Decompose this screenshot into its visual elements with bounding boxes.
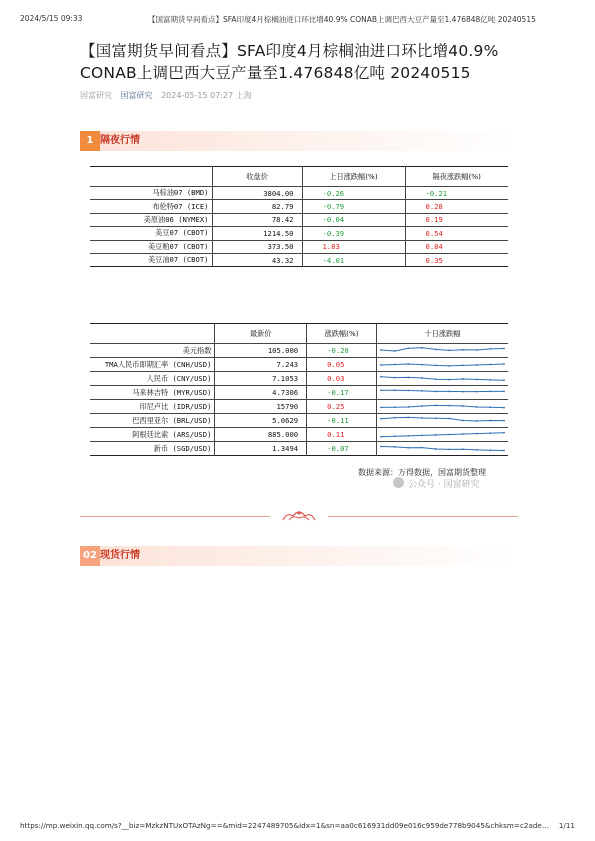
table-row bbox=[90, 372, 508, 386]
table-row bbox=[90, 240, 508, 253]
sparkline-point bbox=[380, 364, 382, 366]
sparkline-line bbox=[381, 364, 504, 366]
print-header bbox=[20, 14, 575, 26]
sparkline-point bbox=[462, 378, 464, 380]
page-number: 1/11 bbox=[558, 821, 575, 830]
close-price: 43.32 bbox=[212, 253, 302, 266]
sparkline-line bbox=[381, 405, 504, 407]
sparkline-point bbox=[380, 418, 382, 420]
section-header-overnight bbox=[80, 131, 518, 151]
sparkline-point bbox=[380, 389, 382, 391]
header-close: 收盘价 bbox=[212, 167, 302, 187]
header-name bbox=[90, 167, 212, 187]
print-doc-title: 【国富期货早间看点】SFA印度4月棕榈油进口环比增40.9% CONAB上调巴西大豆产量至1.476848亿吨 20240515 bbox=[148, 15, 536, 24]
meta-account-link[interactable]: 国富研究 bbox=[120, 91, 153, 100]
overnight-change: 0.35 bbox=[405, 253, 508, 266]
price-change: -0.20 bbox=[307, 344, 377, 358]
sparkline-cell bbox=[376, 386, 508, 400]
ten-day-sparkline bbox=[377, 344, 508, 357]
sparkline-line bbox=[381, 390, 504, 391]
sparkline-point bbox=[503, 348, 505, 350]
sparkline-point bbox=[489, 420, 491, 422]
price-change: 0.25 bbox=[307, 400, 377, 414]
section-title: 隔夜行情 bbox=[100, 135, 140, 146]
wechat-watermark bbox=[393, 477, 480, 490]
prev-day-change: 1.83 bbox=[302, 240, 405, 253]
sparkline-point bbox=[476, 364, 478, 366]
sparkline-point bbox=[435, 349, 437, 351]
sparkline-point bbox=[476, 406, 478, 408]
currency-name: 印尼卢比 (IDR/USD) bbox=[90, 400, 215, 414]
section-number: 02 bbox=[80, 546, 100, 566]
sparkline-line bbox=[381, 348, 504, 351]
sparkline-point bbox=[407, 363, 409, 365]
sparkline-point bbox=[489, 379, 491, 381]
prev-day-change: -0.39 bbox=[302, 227, 405, 240]
section-number: 1 bbox=[80, 131, 100, 151]
meta-location: 上海 bbox=[235, 91, 252, 100]
close-price: 3804.00 bbox=[212, 187, 302, 200]
close-price: 373.50 bbox=[212, 240, 302, 253]
sparkline-point bbox=[448, 405, 450, 407]
table-row bbox=[90, 400, 508, 414]
latest-price: 1.3494 bbox=[215, 442, 307, 456]
price-change: 0.05 bbox=[307, 358, 377, 372]
instrument-name: 美原油06 (NYMEX) bbox=[90, 213, 212, 226]
latest-price: 885.000 bbox=[215, 428, 307, 442]
table-row bbox=[90, 442, 508, 456]
currency-name: 马来林吉特 (MYR/USD) bbox=[90, 386, 215, 400]
table-row bbox=[90, 386, 508, 400]
cloud-ornament-icon bbox=[279, 508, 319, 522]
sparkline-point bbox=[407, 406, 409, 408]
prev-day-change: -0.79 bbox=[302, 200, 405, 213]
sparkline-cell bbox=[376, 428, 508, 442]
latest-price: 105.000 bbox=[215, 344, 307, 358]
sparkline-line bbox=[381, 417, 504, 421]
sparkline-point bbox=[394, 406, 396, 408]
sparkline-point bbox=[476, 420, 478, 422]
latest-price: 4.7306 bbox=[215, 386, 307, 400]
sparkline-point bbox=[503, 379, 505, 381]
sparkline-point bbox=[448, 349, 450, 351]
sparkline-point bbox=[435, 434, 437, 436]
table-row bbox=[90, 414, 508, 428]
sparkline-point bbox=[503, 432, 505, 434]
sparkline-line bbox=[381, 377, 504, 381]
sparkline-point bbox=[380, 446, 382, 448]
ten-day-sparkline bbox=[377, 386, 508, 399]
sparkline-point bbox=[448, 418, 450, 420]
article-meta bbox=[80, 90, 252, 101]
instrument-name: 美豆油07 (CBOT) bbox=[147, 255, 209, 265]
sparkline-point bbox=[448, 379, 450, 381]
currency-name: 阿根廷比索 (ARS/USD) bbox=[90, 428, 215, 442]
table-row bbox=[90, 358, 508, 372]
header-name bbox=[90, 324, 215, 344]
sparkline-point bbox=[489, 406, 491, 408]
header-change: 涨跌幅(%) bbox=[307, 324, 377, 344]
sparkline-cell bbox=[376, 400, 508, 414]
sparkline-point bbox=[448, 391, 450, 393]
sparkline-line bbox=[381, 447, 504, 451]
latest-price: 7.243 bbox=[215, 358, 307, 372]
table-row bbox=[90, 344, 508, 358]
header-latest-price: 最新价 bbox=[215, 324, 307, 344]
sparkline-point bbox=[380, 349, 382, 351]
prev-day-change: -0.04 bbox=[302, 213, 405, 226]
sparkline-point bbox=[421, 435, 423, 437]
sparkline-point bbox=[462, 420, 464, 422]
sparkline-point bbox=[407, 377, 409, 379]
currency-name: 美元指数 bbox=[90, 344, 215, 358]
page-url[interactable]: https://mp.weixin.qq.com/s?__biz=MzkzNTUxOTAzNg==&mid=2247489705&idx=1&sn=aa0c616931dd09e016c959de778b9045&chksm=c2ade… bbox=[20, 821, 550, 830]
header-overnight-change: 隔夜涨跌幅(%) bbox=[405, 167, 508, 187]
meta-time: 2024-05-15 07:27 bbox=[161, 91, 234, 100]
sparkline-point bbox=[380, 407, 382, 409]
sparkline-cell bbox=[376, 442, 508, 456]
ten-day-sparkline bbox=[377, 358, 508, 371]
table-header-row bbox=[90, 167, 508, 187]
data-source-note: 数据来源：万得数据，国富期货整理 bbox=[358, 468, 486, 477]
sparkline-point bbox=[462, 433, 464, 435]
section-title: 现货行情 bbox=[100, 550, 140, 561]
sparkline-point bbox=[421, 377, 423, 379]
sparkline-point bbox=[435, 448, 437, 450]
sparkline-point bbox=[462, 405, 464, 407]
sparkline-point bbox=[476, 349, 478, 351]
sparkline-point bbox=[503, 450, 505, 452]
sparkline-point bbox=[462, 365, 464, 367]
section-header-spot bbox=[80, 546, 518, 566]
price-change: 0.03 bbox=[307, 372, 377, 386]
sparkline-cell bbox=[376, 358, 508, 372]
article-title: 【国富期货早间看点】SFA印度4月棕榈油进口环比增40.9% CONAB上调巴西大豆产量至1.476848亿吨 20240515 bbox=[80, 42, 499, 82]
sparkline-point bbox=[489, 449, 491, 451]
overnight-change: 0.28 bbox=[405, 200, 508, 213]
close-price: 78.42 bbox=[212, 213, 302, 226]
sparkline-point bbox=[421, 417, 423, 419]
sparkline-point bbox=[394, 350, 396, 352]
sparkline-point bbox=[421, 390, 423, 392]
close-price: 82.79 bbox=[212, 200, 302, 213]
sparkline-cell bbox=[376, 344, 508, 358]
sparkline-point bbox=[407, 447, 409, 449]
sparkline-point bbox=[421, 405, 423, 407]
header-prev-change: 上日涨跌幅(%) bbox=[302, 167, 405, 187]
sparkline-point bbox=[394, 435, 396, 437]
sparkline-point bbox=[394, 417, 396, 419]
sparkline-point bbox=[462, 448, 464, 450]
sparkline-point bbox=[503, 420, 505, 422]
sparkline-point bbox=[489, 432, 491, 434]
sparkline-point bbox=[462, 349, 464, 351]
table-row bbox=[90, 200, 508, 213]
prev-day-change: -0.26 bbox=[302, 187, 405, 200]
latest-price: 7.1053 bbox=[215, 372, 307, 386]
sparkline-point bbox=[462, 391, 464, 393]
price-change: -0.11 bbox=[307, 414, 377, 428]
sparkline-point bbox=[448, 449, 450, 451]
table-row bbox=[90, 253, 508, 266]
ten-day-sparkline bbox=[377, 414, 508, 427]
sparkline-point bbox=[421, 364, 423, 366]
currency-name: 人民币 (CNY/USD) bbox=[90, 372, 215, 386]
sparkline-point bbox=[407, 390, 409, 392]
price-change: -0.17 bbox=[307, 386, 377, 400]
overnight-change: -0.21 bbox=[405, 187, 508, 200]
sparkline-point bbox=[435, 365, 437, 367]
price-change: -0.07 bbox=[307, 442, 377, 456]
sparkline-cell bbox=[376, 414, 508, 428]
sparkline-point bbox=[489, 391, 491, 393]
sparkline-point bbox=[476, 379, 478, 381]
sparkline-point bbox=[380, 376, 382, 378]
sparkline-point bbox=[407, 416, 409, 418]
ten-day-sparkline bbox=[377, 372, 508, 385]
sparkline-point bbox=[435, 417, 437, 419]
table-header-row bbox=[90, 324, 508, 344]
sparkline-point bbox=[380, 436, 382, 438]
sparkline-line bbox=[381, 433, 504, 437]
overnight-change: 0.84 bbox=[405, 240, 508, 253]
ornamental-divider bbox=[80, 508, 518, 522]
fx-market-table bbox=[90, 323, 508, 456]
instrument-name: 布伦特07 (ICE) bbox=[90, 200, 212, 213]
currency-name: 新币 (SGD/USD) bbox=[153, 443, 212, 453]
currency-name: TMA人民币即期汇率 (CNH/USD) bbox=[90, 358, 215, 372]
sparkline-point bbox=[476, 433, 478, 435]
sparkline-point bbox=[503, 391, 505, 393]
instrument-name: 美豆07 (CBOT) bbox=[90, 227, 212, 240]
sparkline-point bbox=[489, 348, 491, 350]
sparkline-point bbox=[407, 347, 409, 349]
ten-day-sparkline bbox=[377, 442, 508, 455]
sparkline-point bbox=[394, 377, 396, 379]
currency-name: 巴西里亚尔 (BRL/USD) bbox=[90, 414, 215, 428]
price-change: 0.11 bbox=[307, 428, 377, 442]
sparkline-point bbox=[503, 407, 505, 409]
meta-author: 国富研究 bbox=[80, 91, 112, 100]
sparkline-point bbox=[503, 363, 505, 365]
table-row bbox=[90, 227, 508, 240]
prev-day-change: -4.01 bbox=[302, 253, 405, 266]
table-row bbox=[90, 213, 508, 226]
sparkline-point bbox=[448, 434, 450, 436]
overnight-market-table bbox=[90, 166, 508, 267]
sparkline-point bbox=[476, 391, 478, 393]
instrument-name: 马棕油07 (BMD) bbox=[90, 187, 212, 200]
sparkline-point bbox=[489, 364, 491, 366]
sparkline-point bbox=[407, 435, 409, 437]
print-datetime: 2024/5/15 09:33 bbox=[20, 14, 83, 23]
table-row bbox=[90, 187, 508, 200]
overnight-change: 0.19 bbox=[405, 213, 508, 226]
latest-price: 5.0629 bbox=[215, 414, 307, 428]
close-price: 1214.50 bbox=[212, 227, 302, 240]
sparkline-point bbox=[476, 449, 478, 451]
sparkline-point bbox=[435, 391, 437, 393]
sparkline-cell bbox=[376, 372, 508, 386]
overnight-change: 0.54 bbox=[405, 227, 508, 240]
sparkline-point bbox=[394, 389, 396, 391]
sparkline-point bbox=[421, 447, 423, 449]
sparkline-point bbox=[435, 378, 437, 380]
sparkline-point bbox=[394, 446, 396, 448]
ten-day-sparkline bbox=[377, 428, 508, 441]
sparkline-point bbox=[448, 365, 450, 367]
latest-price: 15790 bbox=[215, 400, 307, 414]
instrument-name: 美豆粕07 (CBOT) bbox=[90, 240, 212, 253]
header-ten-day-trend: 十日涨跌幅 bbox=[376, 324, 508, 344]
table-row bbox=[90, 428, 508, 442]
sparkline-point bbox=[435, 405, 437, 407]
sparkline-point bbox=[394, 364, 396, 366]
sparkline-point bbox=[421, 347, 423, 349]
watermark-text: 公众号 · 国富研究 bbox=[408, 480, 480, 490]
wechat-account-icon bbox=[393, 477, 404, 488]
ten-day-sparkline bbox=[377, 400, 508, 413]
